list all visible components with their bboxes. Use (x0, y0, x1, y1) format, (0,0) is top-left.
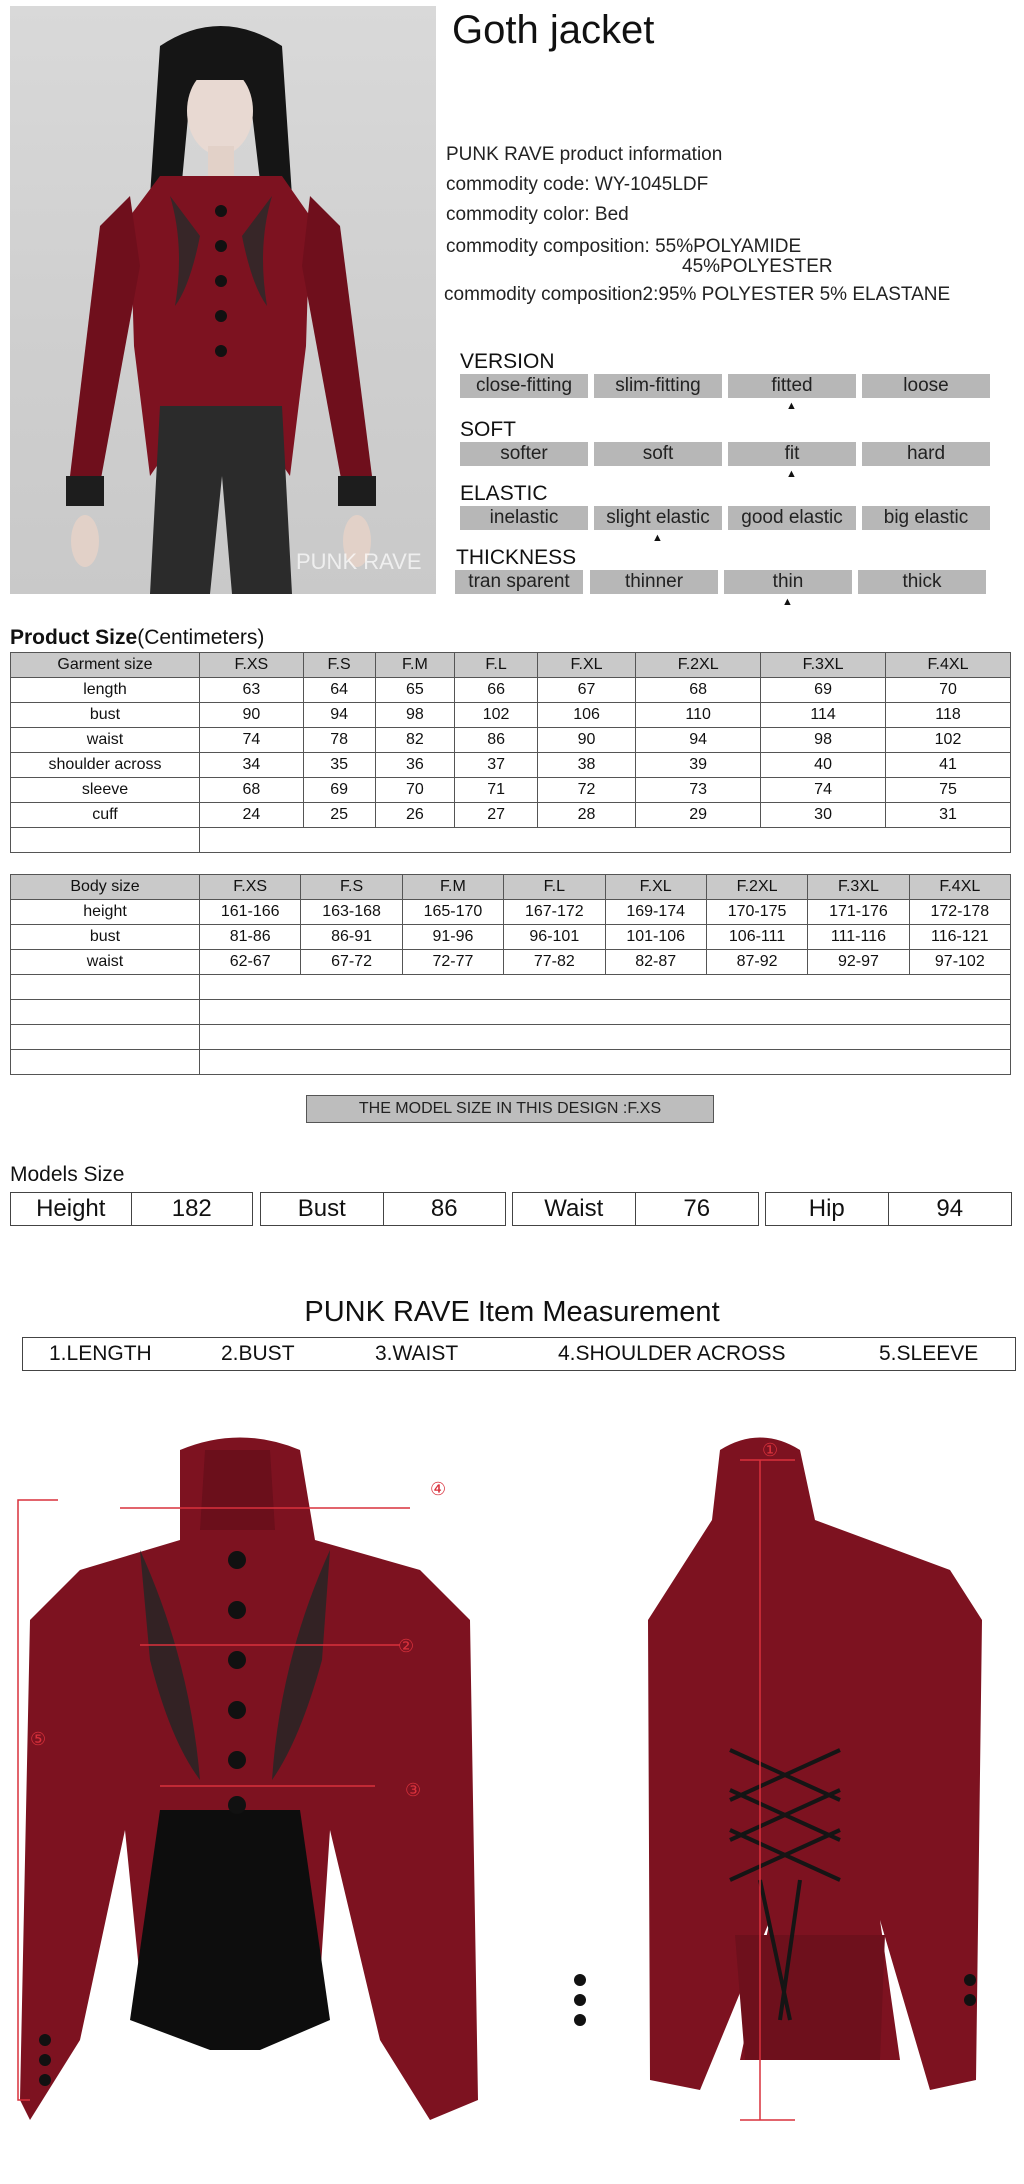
column-header: F.S (303, 653, 375, 678)
column-header: Body size (11, 875, 200, 900)
models-size-hip-value: 94 (936, 1195, 964, 1222)
table-cell (200, 828, 1011, 853)
attr-option: big elastic (862, 506, 990, 530)
table-cell: 81-86 (200, 925, 301, 950)
table-row (11, 803, 1011, 828)
table-cell: 37 (455, 753, 538, 778)
attr-label-elastic: ELASTIC (460, 482, 548, 505)
table-cell: 27 (455, 803, 538, 828)
column-header: F.2XL (706, 875, 807, 900)
table-cell: 96-101 (504, 925, 605, 950)
table-cell: 98 (761, 728, 886, 753)
measurement-item-bust: 2.BUST (221, 1342, 295, 1365)
measurement-title: PUNK RAVE Item Measurement (304, 1296, 720, 1328)
attr-option: good elastic (728, 506, 856, 530)
marker-bust: ② (398, 1636, 415, 1657)
garment-size-table (10, 652, 1011, 853)
attr-option: inelastic (460, 506, 588, 530)
models-size-title: Models Size (10, 1163, 125, 1186)
measurement-item-sleeve: 5.SLEEVE (879, 1342, 979, 1365)
models-size-height-value: 182 (171, 1195, 212, 1222)
column-header: F.XL (605, 875, 706, 900)
commodity-composition2-label: commodity composition2: (444, 284, 659, 305)
watermark: PUNK RAVE (296, 549, 422, 574)
jacket-illustrations (0, 1420, 1024, 2150)
commodity-color-row (446, 204, 1016, 226)
column-header: F.4XL (909, 875, 1010, 900)
table-cell: 41 (886, 753, 1011, 778)
attr-option: fit (728, 442, 856, 466)
table-cell: 64 (303, 678, 375, 703)
models-size-hip-label: Hip (766, 1193, 889, 1225)
measurement-item-length: 1.LENGTH (49, 1342, 152, 1365)
product-size-unit: (Centimeters) (137, 626, 265, 649)
commodity-color-value: Bed (594, 204, 629, 225)
table-cell: 118 (886, 703, 1011, 728)
table-cell: 28 (537, 803, 635, 828)
column-header: F.XS (200, 653, 304, 678)
table-header (11, 875, 1011, 900)
table-cell: 170-175 (706, 900, 807, 925)
marker-sleeve: ⑤ (30, 1729, 47, 1750)
column-header: Garment size (11, 653, 200, 678)
table-row (11, 753, 1011, 778)
table-cell: 102 (455, 703, 538, 728)
attr-option: thin (724, 570, 852, 594)
table-cell: 70 (375, 778, 455, 803)
table-cell: 25 (303, 803, 375, 828)
column-header: F.M (402, 875, 503, 900)
table-cell (200, 1050, 1011, 1075)
table-cell: 78 (303, 728, 375, 753)
selected-indicator-icon: ▲ (652, 532, 663, 544)
measurement-legend (22, 1337, 1016, 1371)
table-cell: bust (11, 703, 200, 728)
empty-row (11, 1050, 1011, 1075)
attr-label-version: VERSION (460, 350, 555, 373)
table-cell: 97-102 (909, 950, 1010, 975)
measurement-item-shoulder: 4.SHOULDER ACROSS (558, 1342, 786, 1365)
column-header: F.M (375, 653, 455, 678)
body-size-table (10, 874, 1011, 1075)
commodity-composition-value-2: 45%POLYESTER (682, 256, 833, 277)
table-row (11, 703, 1011, 728)
column-header: F.L (455, 653, 538, 678)
table-cell (200, 1025, 1011, 1050)
table-cell: 34 (200, 753, 304, 778)
commodity-composition2-value: 95% POLYESTER 5% ELASTANE (658, 284, 951, 305)
table-cell: 69 (303, 778, 375, 803)
commodity-code-label: commodity code: (446, 174, 590, 195)
models-size-waist (512, 1192, 759, 1226)
model-size-note: THE MODEL SIZE IN THIS DESIGN :F.XS (306, 1095, 714, 1123)
table-cell: 31 (886, 803, 1011, 828)
attr-option: fitted (728, 374, 856, 398)
table-cell: 72-77 (402, 950, 503, 975)
models-size-hip (765, 1192, 1012, 1226)
table-cell: 68 (636, 678, 761, 703)
table-cell: sleeve (11, 778, 200, 803)
models-size-bust (260, 1192, 506, 1226)
models-size-height (10, 1192, 253, 1226)
table-cell: 114 (761, 703, 886, 728)
table-cell: waist (11, 950, 200, 975)
marker-waist: ③ (405, 1780, 422, 1801)
table-cell: 101-106 (605, 925, 706, 950)
table-cell: 163-168 (301, 900, 402, 925)
empty-row (11, 828, 1011, 853)
attr-label-thickness: THICKNESS (456, 546, 577, 569)
table-cell: 35 (303, 753, 375, 778)
table-cell: 91-96 (402, 925, 503, 950)
table-cell: 62-67 (200, 950, 301, 975)
table-cell (200, 975, 1011, 1000)
table-cell: 171-176 (808, 900, 909, 925)
attr-option: loose (862, 374, 990, 398)
table-cell: 30 (761, 803, 886, 828)
commodity-composition-row (446, 236, 1016, 258)
column-header: F.XL (537, 653, 635, 678)
table-cell: 111-116 (808, 925, 909, 950)
table-cell: 71 (455, 778, 538, 803)
attr-option: hard (862, 442, 990, 466)
attr-option: softer (460, 442, 588, 466)
table-cell: 82-87 (605, 950, 706, 975)
table-cell: 86 (455, 728, 538, 753)
commodity-code-value: WY-1045LDF (594, 174, 709, 195)
info-heading: PUNK RAVE product information (446, 144, 723, 165)
table-cell: 110 (636, 703, 761, 728)
table-cell: 92-97 (808, 950, 909, 975)
attr-option: slight elastic (594, 506, 722, 530)
table-cell: 67-72 (301, 950, 402, 975)
table-cell: 90 (200, 703, 304, 728)
commodity-composition-value-1: 55%POLYAMIDE (655, 236, 802, 257)
commodity-color-label: commodity color: (446, 204, 590, 225)
table-row (11, 925, 1011, 950)
marker-length: ① (762, 1440, 779, 1461)
table-cell (11, 828, 200, 853)
marker-shoulder: ④ (430, 1479, 447, 1500)
table-cell: 65 (375, 678, 455, 703)
table-cell: 73 (636, 778, 761, 803)
table-cell: 94 (303, 703, 375, 728)
table-cell: 106 (537, 703, 635, 728)
table-cell (11, 975, 200, 1000)
column-header: F.3XL (808, 875, 909, 900)
table-cell: 86-91 (301, 925, 402, 950)
column-header: F.XS (200, 875, 301, 900)
table-header (11, 653, 1011, 678)
table-cell (11, 1050, 200, 1075)
table-cell: 69 (761, 678, 886, 703)
jacket-front-image (20, 1438, 478, 2121)
selected-indicator-icon: ▲ (786, 400, 797, 412)
table-cell: waist (11, 728, 200, 753)
table-cell: 26 (375, 803, 455, 828)
product-size-title-bold: Product Size (10, 626, 138, 649)
column-header: F.S (301, 875, 402, 900)
table-cell: 167-172 (504, 900, 605, 925)
table-cell: 72 (537, 778, 635, 803)
table-cell: 106-111 (706, 925, 807, 950)
empty-row (11, 1000, 1011, 1025)
empty-row (11, 975, 1011, 1000)
measurement-item-waist: 3.WAIST (375, 1342, 459, 1365)
table-cell: 116-121 (909, 925, 1010, 950)
commodity-composition-label: commodity composition: (446, 236, 650, 257)
table-cell: 36 (375, 753, 455, 778)
table-cell: 82 (375, 728, 455, 753)
table-cell: 67 (537, 678, 635, 703)
table-cell: 87-92 (706, 950, 807, 975)
attr-option: thick (858, 570, 986, 594)
table-cell: 40 (761, 753, 886, 778)
table-cell: 74 (200, 728, 304, 753)
attr-option: tran sparent (455, 570, 583, 594)
table-cell: 66 (455, 678, 538, 703)
table-cell (200, 1000, 1011, 1025)
table-cell: 161-166 (200, 900, 301, 925)
table-cell: height (11, 900, 200, 925)
table-cell: 39 (636, 753, 761, 778)
column-header: F.3XL (761, 653, 886, 678)
models-size-waist-value: 76 (683, 1195, 711, 1222)
table-cell: length (11, 678, 200, 703)
attr-label-soft: SOFT (460, 418, 516, 441)
table-cell: cuff (11, 803, 200, 828)
table-cell: 172-178 (909, 900, 1010, 925)
table-row (11, 778, 1011, 803)
table-cell: 68 (200, 778, 304, 803)
column-header: F.4XL (886, 653, 1011, 678)
model-photo (10, 6, 436, 594)
table-cell: 169-174 (605, 900, 706, 925)
attr-option: slim-fitting (594, 374, 722, 398)
table-cell: 94 (636, 728, 761, 753)
jacket-back-image (574, 1438, 982, 2091)
table-cell: 38 (537, 753, 635, 778)
empty-row (11, 1025, 1011, 1050)
table-cell: 70 (886, 678, 1011, 703)
table-cell: shoulder across (11, 753, 200, 778)
table-cell: 75 (886, 778, 1011, 803)
attr-option: thinner (590, 570, 718, 594)
table-cell: 63 (200, 678, 304, 703)
models-size-bust-value: 86 (430, 1195, 458, 1222)
table-cell: 98 (375, 703, 455, 728)
table-cell: 90 (537, 728, 635, 753)
column-header: F.2XL (636, 653, 761, 678)
table-cell: bust (11, 925, 200, 950)
selected-indicator-icon: ▲ (786, 468, 797, 480)
table-cell: 77-82 (504, 950, 605, 975)
table-row (11, 678, 1011, 703)
table-cell: 24 (200, 803, 304, 828)
table-cell (11, 1000, 200, 1025)
models-size-bust-label: Bust (261, 1193, 384, 1225)
models-size-waist-label: Waist (513, 1193, 636, 1225)
table-cell: 74 (761, 778, 886, 803)
models-size-height-label: Height (11, 1193, 132, 1225)
attr-option: soft (594, 442, 722, 466)
attr-option: close-fitting (460, 374, 588, 398)
table-cell: 102 (886, 728, 1011, 753)
page-title: Goth jacket (452, 8, 655, 52)
table-row (11, 900, 1011, 925)
commodity-code-row (446, 174, 1016, 196)
table-row (11, 728, 1011, 753)
table-cell (11, 1025, 200, 1050)
table-cell: 165-170 (402, 900, 503, 925)
product-size-title (10, 626, 264, 650)
column-header: F.L (504, 875, 605, 900)
commodity-composition2-row (444, 284, 1014, 306)
table-row (11, 950, 1011, 975)
table-cell: 29 (636, 803, 761, 828)
selected-indicator-icon: ▲ (782, 596, 793, 608)
